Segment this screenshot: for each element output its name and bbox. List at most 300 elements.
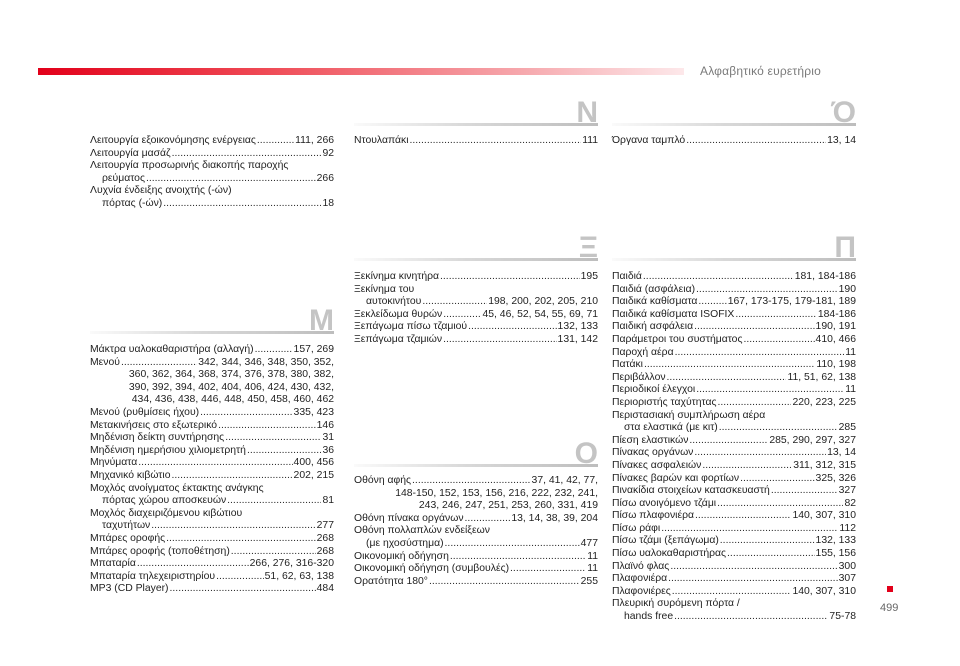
- entry-pages: 400, 456: [293, 457, 334, 469]
- entry-pages: 75-78: [829, 611, 856, 623]
- entry-term: Πατάκι: [612, 359, 643, 371]
- index-entry: [612, 334, 856, 347]
- entry-subline: [612, 611, 856, 624]
- section-letter: Π: [834, 231, 856, 264]
- entry-pages: 155, 156: [815, 548, 856, 560]
- entry-pages: 140, 307, 310: [792, 585, 856, 597]
- index-entry: [354, 551, 598, 564]
- entry-line: [612, 447, 856, 460]
- leader-dots: [674, 611, 828, 624]
- entry-term: Πίσω πλαφονιέρα: [612, 510, 695, 522]
- leader-dots: [166, 533, 316, 546]
- leader-dots: [644, 359, 815, 372]
- entry-term-continued: hands free: [624, 611, 674, 623]
- entry-subline: [90, 198, 334, 211]
- entry-line: [90, 546, 334, 559]
- entry-term: Μενού (ρυθμίσεις ήχου): [90, 406, 200, 418]
- entry-pages: 190, 191: [815, 321, 856, 333]
- index-entry: [612, 460, 856, 473]
- entry-pages: 51, 62, 63, 138: [264, 570, 334, 582]
- index-entry: [612, 548, 856, 561]
- index-entry: [90, 135, 334, 148]
- entry-term: Ξεπάγωμα πίσω τζαμιού: [354, 321, 468, 333]
- entry-line: [612, 548, 856, 561]
- section-m-entries: [90, 344, 334, 596]
- entry-term: Πλαφονιέρα: [612, 573, 668, 585]
- leader-dots: [172, 470, 293, 483]
- index-entry: [612, 321, 856, 334]
- entry-term: Μετακινήσεις στο εξωτερικό: [90, 419, 218, 431]
- leader-dots: [163, 198, 321, 211]
- entry-term: Μηδένιση δείκτη συντήρησης: [90, 432, 225, 444]
- index-entry: [612, 284, 856, 297]
- index-entry: [612, 384, 856, 397]
- leader-dots: [643, 271, 794, 284]
- entry-term: Πλαϊνό φλας: [612, 560, 670, 572]
- index-entry: [612, 447, 856, 460]
- entry-pages: 131, 142: [557, 333, 598, 345]
- entry-line: [612, 535, 856, 548]
- entry-pages: 167, 173-175, 179-181, 189: [727, 296, 856, 308]
- section-divider: [354, 464, 598, 467]
- entry-term: Πίνακες βαρών και φορτίων: [612, 472, 740, 484]
- leader-dots: [686, 135, 826, 148]
- leader-dots: [227, 495, 321, 508]
- section-divider: [90, 331, 334, 334]
- entry-pages: 285: [838, 422, 856, 434]
- leader-dots: [661, 523, 838, 536]
- leader-dots: [146, 173, 316, 186]
- entry-pages: 11: [845, 384, 856, 396]
- entry-term: Πίεση ελαστικών: [612, 434, 689, 446]
- entry-term: Οθόνη πολλαπλών ενδείξεων: [354, 525, 490, 537]
- entry-term: Οικονομική οδήγηση (συμβουλές): [354, 563, 510, 575]
- index-entry: [612, 598, 856, 623]
- entry-term-continued: αυτοκινήτου: [366, 296, 422, 308]
- section-n-header: [354, 92, 598, 132]
- section-o-tonos-entries: [612, 135, 856, 148]
- section-o-entries: [354, 475, 598, 588]
- index-entry: [90, 357, 334, 407]
- entry-pages: 81: [322, 495, 334, 507]
- entry-line: [354, 563, 598, 576]
- leader-dots: [670, 561, 837, 574]
- index-entry: [354, 525, 598, 550]
- index-entry: [612, 535, 856, 548]
- section-letter: Ξ: [578, 231, 598, 264]
- section-x-header: [354, 227, 598, 267]
- entry-term: Πίσω ανοιγόμενο τζάμι: [612, 497, 717, 509]
- entry-term: Παιδικά καθίσματα ISOFIX: [612, 308, 735, 320]
- entry-term: Ξεκίνημα κινητήρα: [354, 271, 440, 282]
- entry-line: [612, 321, 856, 334]
- index-entry: [612, 359, 856, 372]
- entry-term: Οικονομική οδήγηση: [354, 550, 449, 562]
- entry-term: Μηδένιση ημερήσιου χιλιομετρητή: [90, 444, 246, 456]
- leader-dots: [450, 551, 586, 564]
- entry-term: Πινακίδια στοιχείων κατασκευαστή: [612, 485, 770, 497]
- entry-term: Περιοριστής ταχύτητας: [612, 396, 717, 408]
- entry-pages: 11, 51, 62, 138: [787, 371, 856, 383]
- entry-line: [612, 384, 856, 397]
- entry-pages: 132, 133: [557, 321, 598, 333]
- entry-line: [612, 135, 856, 148]
- entry-term: Πίσω ράφι: [612, 522, 661, 534]
- entry-pages-continued: 434, 436, 438, 446, 448, 450, 458, 460, 462: [131, 394, 334, 406]
- entry-line: [612, 510, 856, 523]
- entry-pages: 325, 326: [815, 472, 856, 484]
- entry-line: [612, 573, 856, 586]
- entry-term: Ξεκίνημα του: [354, 283, 415, 295]
- leader-dots: [695, 510, 791, 523]
- entry-term: Μπαταρία τηλεχειριστηρίου: [90, 570, 216, 582]
- entry-pages: 195: [580, 271, 598, 282]
- entry-pages: 45, 46, 52, 54, 55, 69, 71: [482, 308, 598, 320]
- entry-term: Μοχλός διαχειριζόμενου κιβώτιου: [90, 507, 243, 519]
- entry-term-continued: πόρτας (-ών): [102, 197, 163, 209]
- entry-pages: 277: [316, 520, 334, 532]
- entry-pages: 157, 269: [293, 344, 334, 355]
- entry-term: Οθόνη αφής: [354, 475, 412, 486]
- index-entry: [90, 432, 334, 445]
- entry-pages: 300: [838, 560, 856, 572]
- entry-line: [354, 309, 598, 322]
- entry-term: Λειτουργία εξοικονόμησης ενέργειας: [90, 135, 256, 146]
- entry-pages: 184-186: [817, 308, 856, 320]
- section-p-entries: [612, 271, 856, 624]
- entry-term: Πλευρική συρόμενη πόρτα /: [612, 598, 740, 610]
- index-entry: [90, 185, 334, 210]
- entry-pages: 477: [580, 537, 598, 549]
- entry-pages: 311, 312, 315: [793, 459, 856, 471]
- leader-dots: [771, 485, 838, 498]
- entry-subline: [354, 296, 598, 309]
- index-entry: [612, 309, 856, 322]
- index-entry: [354, 576, 598, 589]
- entry-term: Όργανα ταμπλό: [612, 135, 686, 146]
- entry-pages: 335, 423: [293, 406, 334, 418]
- leader-dots: [216, 571, 264, 584]
- entry-term: Ντουλαπάκι: [354, 135, 409, 146]
- entry-pages: 13, 14: [827, 135, 856, 146]
- section-m-header: [90, 300, 334, 340]
- leader-dots: [694, 321, 814, 334]
- entry-term-continued: ταχυτήτων: [102, 520, 151, 532]
- entry-term: Λειτουργία μασάζ: [90, 147, 171, 159]
- section-x-entries: [354, 271, 598, 347]
- entry-term-continued: στα ελαστικά (με κιτ): [624, 422, 718, 434]
- leader-dots: [720, 535, 815, 548]
- entry-term: Μοχλός ανοίγματος έκτακτης ανάγκης: [90, 482, 264, 494]
- index-entry: [354, 513, 598, 526]
- entry-pages-continued: 243, 246, 247, 251, 253, 260, 331, 419: [418, 500, 598, 512]
- leader-dots: [696, 384, 844, 397]
- entry-line: [90, 432, 334, 445]
- index-entry: [354, 271, 598, 284]
- entry-subline: [612, 422, 856, 435]
- section-letter: Ο: [574, 437, 598, 470]
- leader-dots: [170, 583, 316, 596]
- entry-term: Μπαταρία: [90, 558, 136, 570]
- index-entry: [90, 160, 334, 185]
- leader-dots: [138, 457, 292, 470]
- entry-line: [90, 571, 334, 584]
- index-entry: [90, 558, 334, 571]
- entry-line: [612, 347, 856, 360]
- entry-pages: 140, 307, 310: [792, 510, 856, 522]
- index-entry: [90, 420, 334, 433]
- entry-line: [354, 513, 598, 526]
- header-accent-bar: [38, 68, 684, 75]
- entry-pages: 18: [322, 197, 334, 209]
- index-entry: [90, 470, 334, 483]
- index-entry: [612, 410, 856, 435]
- index-entry: [90, 508, 334, 533]
- index-entry: [612, 135, 856, 148]
- entry-line: [612, 284, 856, 297]
- entry-pages: 112: [839, 522, 856, 534]
- index-entry: [612, 573, 856, 586]
- section-p-header: [612, 227, 856, 267]
- index-entry: [612, 586, 856, 599]
- entry-line: [354, 551, 598, 564]
- entry-pages: 37, 41, 42, 77,: [531, 475, 598, 486]
- entry-pages: 484: [316, 583, 334, 595]
- leader-dots: [689, 435, 768, 448]
- leader-dots: [727, 548, 815, 561]
- index-entry: [90, 546, 334, 559]
- entry-term: Παροχή αέρα: [612, 346, 674, 358]
- index-entry: [90, 445, 334, 458]
- entry-line: [612, 473, 856, 486]
- entry-pages: 92: [322, 147, 334, 159]
- leader-dots: [702, 460, 792, 473]
- entry-line: [90, 148, 334, 161]
- entry-pages: 11: [587, 550, 598, 562]
- section-o-header: [354, 433, 598, 473]
- entry-term: Ορατότητα 180°: [354, 575, 428, 587]
- leader-dots: [698, 296, 726, 309]
- leader-dots: [510, 563, 586, 576]
- entry-term: Παιδική ασφάλεια: [612, 321, 694, 333]
- page-marker: [887, 586, 893, 592]
- index-entry: [354, 563, 598, 576]
- leader-dots: [218, 420, 316, 433]
- entry-term: Ξεπάγωμα τζαμιών: [354, 333, 443, 345]
- index-entry: [612, 296, 856, 309]
- leader-dots: [200, 407, 292, 420]
- index-entry: [612, 561, 856, 574]
- leader-dots: [667, 372, 787, 385]
- entry-pages: 410, 466: [815, 333, 856, 345]
- page-header-title: Αλφαβητικό ευρετήριο: [700, 64, 822, 78]
- entry-line: [354, 475, 598, 488]
- entry-term: Μπάρες οροφής (τοποθέτηση): [90, 545, 230, 557]
- entry-pages: 190: [838, 283, 856, 295]
- entry-term-continued: πόρτας χώρου αποσκευών: [102, 495, 227, 507]
- index-entry: [612, 397, 856, 410]
- entry-term: Περιβάλλον: [612, 371, 666, 383]
- entry-term: Λειτουργία προσωρινής διακοπής παροχής: [90, 160, 289, 172]
- entry-pages: 111, 266: [295, 135, 334, 146]
- entry-line: [612, 359, 856, 372]
- leader-dots: [465, 513, 511, 526]
- leader-dots: [151, 520, 315, 533]
- leader-dots: [412, 475, 531, 488]
- entry-term: Πλαφονιέρες: [612, 585, 671, 597]
- section-letter: Ό: [831, 96, 856, 129]
- entry-pages-continued: 390, 392, 394, 402, 404, 406, 424, 430, 432,: [128, 381, 334, 393]
- leader-dots: [257, 135, 294, 148]
- leader-dots: [717, 498, 843, 511]
- index-entry: [90, 533, 334, 546]
- index-entry: [354, 475, 598, 513]
- entry-line: [90, 457, 334, 470]
- index-entry: [612, 435, 856, 448]
- entry-pages: 146: [316, 419, 334, 431]
- entry-pages: 11: [845, 346, 856, 358]
- entry-pages: 111: [582, 135, 598, 146]
- index-entry: [354, 309, 598, 322]
- page-number: 499: [880, 602, 899, 614]
- entry-term: Μενού: [90, 356, 120, 368]
- index-entry: [90, 483, 334, 508]
- leader-dots: [735, 309, 817, 322]
- entry-line: [354, 321, 598, 334]
- entry-pages: 268: [316, 545, 334, 557]
- entry-pages: 181, 184-186: [794, 271, 856, 282]
- index-entry: [90, 583, 334, 596]
- entry-subline: [90, 520, 334, 533]
- entry-line: [354, 576, 598, 589]
- entry-term: Πίνακας οργάνων: [612, 447, 694, 459]
- entry-line: [612, 460, 856, 473]
- section-letter: Μ: [309, 304, 334, 337]
- entry-pages: 13, 14, 38, 39, 204: [511, 512, 598, 524]
- index-entry: [612, 347, 856, 360]
- entry-term: Πίσω υαλοκαθαριστήρας: [612, 548, 727, 560]
- entry-pages: 36: [322, 444, 334, 456]
- leader-dots: [696, 284, 838, 297]
- entry-term: Παιδιά (ασφάλεια): [612, 283, 696, 295]
- leader-dots: [137, 558, 249, 571]
- entry-term: Μπάρες οροφής: [90, 532, 166, 544]
- section-n-entries: [354, 135, 598, 148]
- entry-pages: 342, 344, 346, 348, 350, 352,: [198, 356, 334, 368]
- entry-term: Μάκτρα υαλοκαθαριστήρα (αλλαγή): [90, 344, 254, 355]
- entry-pages: 31: [322, 432, 334, 444]
- entry-term: Οθόνη πίνακα οργάνων: [354, 512, 464, 524]
- entry-line: [90, 470, 334, 483]
- leader-dots: [440, 271, 580, 284]
- index-entry: [612, 523, 856, 536]
- section-divider: [612, 258, 856, 261]
- entry-line: [612, 309, 856, 322]
- entry-line: [612, 561, 856, 574]
- index-entry: [612, 473, 856, 486]
- entry-line: [612, 334, 856, 347]
- entry-line: [612, 271, 856, 284]
- leader-dots: [429, 576, 580, 589]
- index-entry: [354, 334, 598, 347]
- leader-dots: [422, 296, 487, 309]
- section-letter: Ν: [576, 96, 598, 129]
- entry-pages: 13, 14: [827, 447, 856, 459]
- entry-term: Ξεκλείδωμα θυρών: [354, 308, 443, 320]
- index-entry: [90, 344, 334, 357]
- index-entry: [612, 372, 856, 385]
- entry-line: [90, 407, 334, 420]
- leader-dots: [121, 357, 197, 370]
- index-entry: [354, 135, 598, 148]
- entry-line: [90, 533, 334, 546]
- leader-dots: [718, 397, 792, 410]
- entry-term: Πίνακες ασφαλειών: [612, 459, 702, 471]
- entry-line: [90, 344, 334, 357]
- entry-line: [612, 523, 856, 536]
- section-l-continued: [90, 135, 334, 211]
- leader-dots: [694, 447, 826, 460]
- leader-dots: [247, 445, 322, 458]
- entry-subline: [354, 538, 598, 551]
- section-divider: [354, 258, 598, 261]
- entry-term: Περιοδικοί έλεγχοι: [612, 384, 696, 396]
- entry-pages: 110, 198: [816, 359, 856, 371]
- leader-dots: [443, 334, 556, 347]
- entry-term: MP3 (CD Player): [90, 583, 169, 595]
- leader-dots: [172, 148, 322, 161]
- entry-term: Παιδικά καθίσματα: [612, 296, 698, 308]
- entry-line: [612, 586, 856, 599]
- entry-line: [90, 558, 334, 571]
- leader-dots: [675, 347, 845, 360]
- index-entry: [612, 271, 856, 284]
- leader-dots: [719, 422, 838, 435]
- entry-pages: 220, 223, 225: [792, 396, 856, 408]
- index-entry: [612, 485, 856, 498]
- entry-subline: [90, 173, 334, 186]
- entry-term: Λυχνία ένδειξης ανοιχτής (-ών): [90, 185, 232, 197]
- index-entry: [90, 407, 334, 420]
- entry-term: Μηνύματα: [90, 457, 138, 469]
- entry-term: Πίσω τζάμι (ξεπάγωμα): [612, 535, 719, 547]
- section-o-tonos-header: [612, 92, 856, 132]
- entry-pages: 82: [844, 497, 856, 509]
- entry-term: Παιδιά: [612, 271, 642, 282]
- leader-dots: [468, 321, 556, 334]
- entry-line: [90, 135, 334, 148]
- entry-line: [90, 420, 334, 433]
- index-entry: [90, 457, 334, 470]
- entry-pages: 202, 215: [293, 469, 334, 481]
- entry-pages: 268: [316, 532, 334, 544]
- entry-line: [90, 445, 334, 458]
- entry-term: Παράμετροι του συστήματος: [612, 333, 743, 345]
- entry-pages: 132, 133: [815, 535, 856, 547]
- leader-dots: [225, 432, 321, 445]
- entry-line: [612, 372, 856, 385]
- entry-pages-continued: 148-150, 152, 153, 156, 216, 222, 232, 241,: [395, 487, 598, 499]
- entry-pages: 266, 276, 316-320: [249, 558, 334, 570]
- index-entry: [354, 284, 598, 309]
- entry-pages: 327: [838, 485, 856, 497]
- entry-line: [612, 498, 856, 511]
- entry-pages: 198, 200, 202, 205, 210: [488, 296, 598, 308]
- leader-dots: [743, 334, 814, 347]
- leader-dots: [443, 309, 481, 322]
- entry-pages: 266: [316, 172, 334, 184]
- index-entry: [90, 148, 334, 161]
